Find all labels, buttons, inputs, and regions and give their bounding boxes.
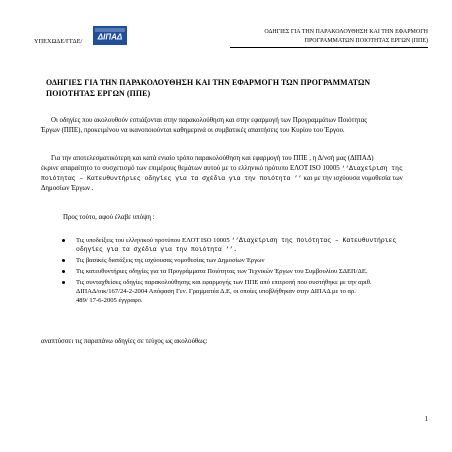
bullet-icon [62, 239, 65, 242]
context-line1: Για την αποτελεσματικότερη και κατά ενιαίο τρόπο παρακολούθηση και εφαρμογή του ΠΠΕ , η Δ/νσή μας (ΔΙΠΑΔ) [51, 155, 374, 162]
header-rule [230, 47, 428, 48]
context-line4: Δημοσίων Έργων . [41, 185, 94, 192]
list-item-line [76, 236, 432, 245]
svg-text:ΔΙΠΑΔ: ΔΙΠΑΔ [97, 32, 123, 42]
context-line2 [41, 164, 421, 174]
closing-sentence: αναπτύσσει τις παραπάνω οδηγίες σε τεύχος ως ακολούθως: [41, 338, 208, 345]
header-document-title [228, 28, 428, 46]
list-item-line: ΔΙΠΑΔ/οικ/167/24-2-2004 Απόφαση Γεν. Γραμματέα Δ.Ε, οι οποίες υποβλήθηκαν στην ΔΙΠΑΔ με το αρ. [76, 288, 356, 295]
list-item-line: Τις συνταχθείσες οδηγίες παρακολούθησης και εφαρμογής των ΠΠΕ από επιτροπή που συστήθηκε με την αριθ. [76, 279, 372, 286]
intro-line1: Οι οδηγίες που ακολουθούν εστιάζονται στην παρακολούθηση και στην εφαρμογή των Προγραμμάτων Ποιότητας [51, 117, 368, 124]
list-item [62, 236, 432, 254]
context-line3-standard: ποιότητας – Κατευθυντήριες οδηγίες για τα σχέδια για την ποιότητα ’’ [41, 175, 302, 182]
list-item-line: οδηγίες για τα σχέδια για την ποιότητα ’’. [76, 246, 238, 253]
intro-paragraph [41, 116, 421, 136]
list-item-line: Τις κατευθυντήριες οδηγίες για τα Προγράμματα Ποιότητας των Τεχνικών Έργων του Συμβουλίου ΣΔΕΠ/ΔΕ. [76, 268, 368, 275]
dipad-logo [93, 26, 127, 45]
header-title-line1: ΟΔΗΓΙΕΣ ΓΙΑ ΤΗΝ ΠΑΡΑΚΟΛΟΥΘΗΣΗ ΚΑΙ ΤΗΝ ΕΦΑΡΜΟΓΗ [264, 29, 428, 35]
main-title-line2: ΠΟΙΟΤΗΤΑΣ ΕΡΓΩΝ (ΠΠΕ) [46, 89, 151, 98]
bullet-icon [62, 270, 65, 273]
considerations-list [62, 236, 432, 307]
list-item [62, 267, 432, 276]
list-item [62, 256, 432, 265]
context-paragraph [41, 154, 421, 194]
context-line2-standard: ‘‘Διαχείριση της [341, 165, 403, 172]
header-code: ΥΠΕΧΩΔΕ/ΓΓΔΕ/ [34, 38, 83, 45]
intro-line2: Έργων (ΠΠΕ), προκειμένου να ικανοποιούνται καθημερινά οι συμβατικές απαιτήσεις του Κυρίου του Έργου. [41, 127, 345, 134]
dipad-logo-icon [93, 26, 127, 45]
main-title-line1: ΟΔΗΓΙΕΣ ΓΙΑ ΤΗΝ ΠΑΡΑΚΟΛΟΥΘΗΣΗ ΚΑΙ ΤΗΝ ΕΦΑΡΜΟΓΗ ΤΩΝ ΠΡΟΓΡΑΜΜΑΤΩΝ [46, 78, 371, 87]
list-item-standard: ‘‘Διαχείριση της ποιότητας – Κατευθυντήριες [231, 237, 397, 244]
considerations-intro: Προς τούτο, αφού έλαβε υπόψη : [63, 214, 155, 221]
list-item-line: Τις βασικές διατάξεις της ισχύουσας νομοθεσίας των Δημοσίων Έργων [76, 257, 265, 264]
main-title [46, 77, 416, 99]
page-number: 1 [424, 415, 428, 423]
context-line3 [41, 174, 421, 184]
header-title-line2: ΠΡΟΓΡΑΜΜΑΤΩΝ ΠΟΙΟΤΗΤΑΣ ΕΡΓΩΝ (ΠΠΕ) [304, 38, 428, 44]
bullet-icon [62, 281, 65, 284]
context-line2-text: έκρινε απαραίτητο το συσχετισμό των επιμέρους θεμάτων αυτού με το ελληνικό πρότυπο ΕΛΟΤ ISO 10005 [41, 165, 342, 172]
list-item [62, 278, 432, 305]
list-item-text: Τις υποδείξεις του ελληνικού προτύπου ΕΛΟΤ ISO 10005 [76, 237, 232, 244]
list-item-line: 489/ 17-6-2005 έγγραφο. [76, 297, 143, 304]
bullet-icon [62, 259, 65, 262]
context-line3-text: και με την ισχύουσα νομοθεσία των [301, 175, 403, 182]
